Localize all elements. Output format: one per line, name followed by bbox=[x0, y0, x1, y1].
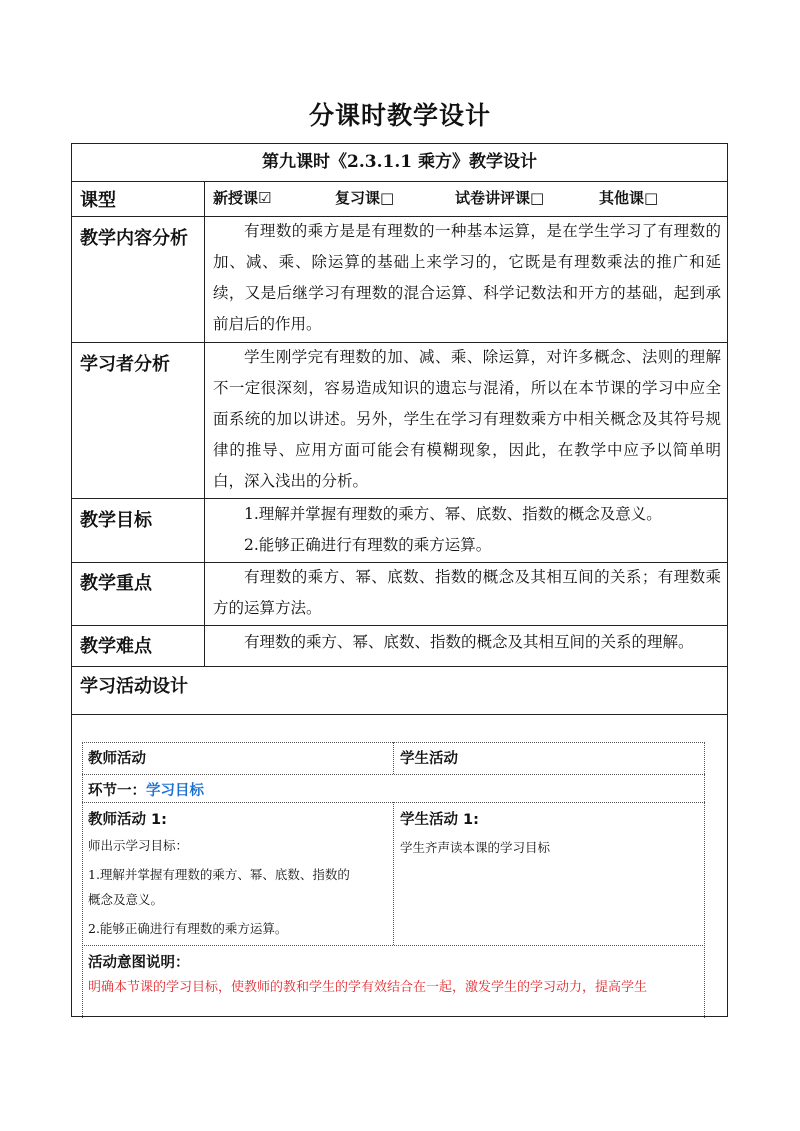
student-activity-text: 学生齐声读本课的学习目标 bbox=[400, 840, 551, 855]
section-heading bbox=[88, 779, 204, 800]
section-title: 学习目标 bbox=[146, 783, 204, 799]
option-other-lesson: 其他课□ bbox=[599, 189, 659, 207]
student-activity-title: 学生活动 1: bbox=[400, 812, 479, 828]
activity-table-border bbox=[82, 742, 83, 1018]
activity-table-border bbox=[393, 802, 394, 945]
key-points-text: 有理数的乘方、幂、底数、指数的概念及其相互间的关系；有理数乘方的运算方法。 bbox=[213, 568, 721, 617]
label-key-points: 教学重点 bbox=[80, 573, 152, 594]
objective-item: 2.能够正确进行有理数的乘方运算。 bbox=[244, 536, 492, 554]
label-difficulties: 教学难点 bbox=[80, 636, 152, 657]
teacher-activity-header: 教师活动 bbox=[88, 751, 146, 767]
content-analysis-text: 有理数的乘方是是有理数的一种基本运算，是在学生学习了有理数的加、减、乘、除运算的基础上来学习的，它既是有理数乘法的推广和延续，又是后继学习有理数的混合运算、科学记数法和开方的基础，起到承前启后的作用。 bbox=[213, 222, 721, 333]
row-divider bbox=[72, 714, 727, 715]
row-divider bbox=[72, 666, 727, 667]
activity-table-border bbox=[82, 945, 705, 946]
option-review-lesson: 复习课□ bbox=[335, 189, 395, 207]
teacher-activity-line: 概念及意义。 bbox=[88, 892, 164, 907]
lesson-title: 第九课时《2.3.1.1 乘方》教学设计 bbox=[262, 152, 537, 172]
label-content-analysis: 教学内容分析 bbox=[80, 228, 188, 249]
label-course-type: 课型 bbox=[80, 190, 116, 211]
option-exam-review-lesson: 试卷讲评课□ bbox=[455, 189, 545, 207]
objective-item: 1.理解并掌握有理数的乘方、幂、底数、指数的概念及意义。 bbox=[244, 505, 662, 523]
activity-table-border bbox=[82, 774, 705, 775]
activity-table-border bbox=[704, 742, 705, 1018]
activity-table-border bbox=[393, 742, 394, 774]
option-new-lesson: 新授课☑ bbox=[213, 189, 272, 207]
column-divider bbox=[204, 181, 205, 666]
teacher-activity-title: 教师活动 1: bbox=[88, 812, 167, 828]
label-objectives: 教学目标 bbox=[80, 510, 152, 531]
lesson-plan-table bbox=[71, 143, 728, 1017]
student-activity-header: 学生活动 bbox=[400, 751, 458, 767]
label-activity-design: 学习活动设计 bbox=[80, 676, 188, 697]
difficulties-text: 有理数的乘方、幂、底数、指数的概念及其相互间的关系的理解。 bbox=[244, 633, 694, 651]
intent-title: 活动意图说明： bbox=[88, 955, 190, 971]
teacher-activity-line: 2.能够正确进行有理数的乘方运算。 bbox=[88, 921, 288, 936]
course-type-options bbox=[213, 187, 658, 208]
row-divider bbox=[72, 625, 727, 626]
label-learner-analysis: 学习者分析 bbox=[80, 354, 170, 375]
section-prefix: 环节一： bbox=[88, 783, 146, 799]
row-divider bbox=[72, 181, 727, 182]
page-title: 分课时教学设计 bbox=[308, 101, 491, 130]
intent-text: 明确本节课的学习目标，使教师的教和学生的学有效结合在一起，激发学生的学习动力，提高学生 bbox=[88, 980, 648, 995]
teacher-activity-line: 师出示学习目标： bbox=[88, 838, 189, 853]
learner-analysis-text: 学生刚学完有理数的加、减、乘、除运算，对许多概念、法则的理解不一定很深刻，容易造成知识的遗忘与混淆，所以在本节课的学习中应全面系统的加以讲述。另外，学生在学习有理数乘方中相关概念及其符号规律的推导、应用方面可能会有模糊现象，因此，在教学中应予以简单明白，深入浅出的分析。 bbox=[213, 348, 721, 490]
activity-table bbox=[82, 742, 705, 1020]
teacher-activity-line: 1.理解并掌握有理数的乘方、幂、底数、指数的 bbox=[88, 867, 350, 882]
